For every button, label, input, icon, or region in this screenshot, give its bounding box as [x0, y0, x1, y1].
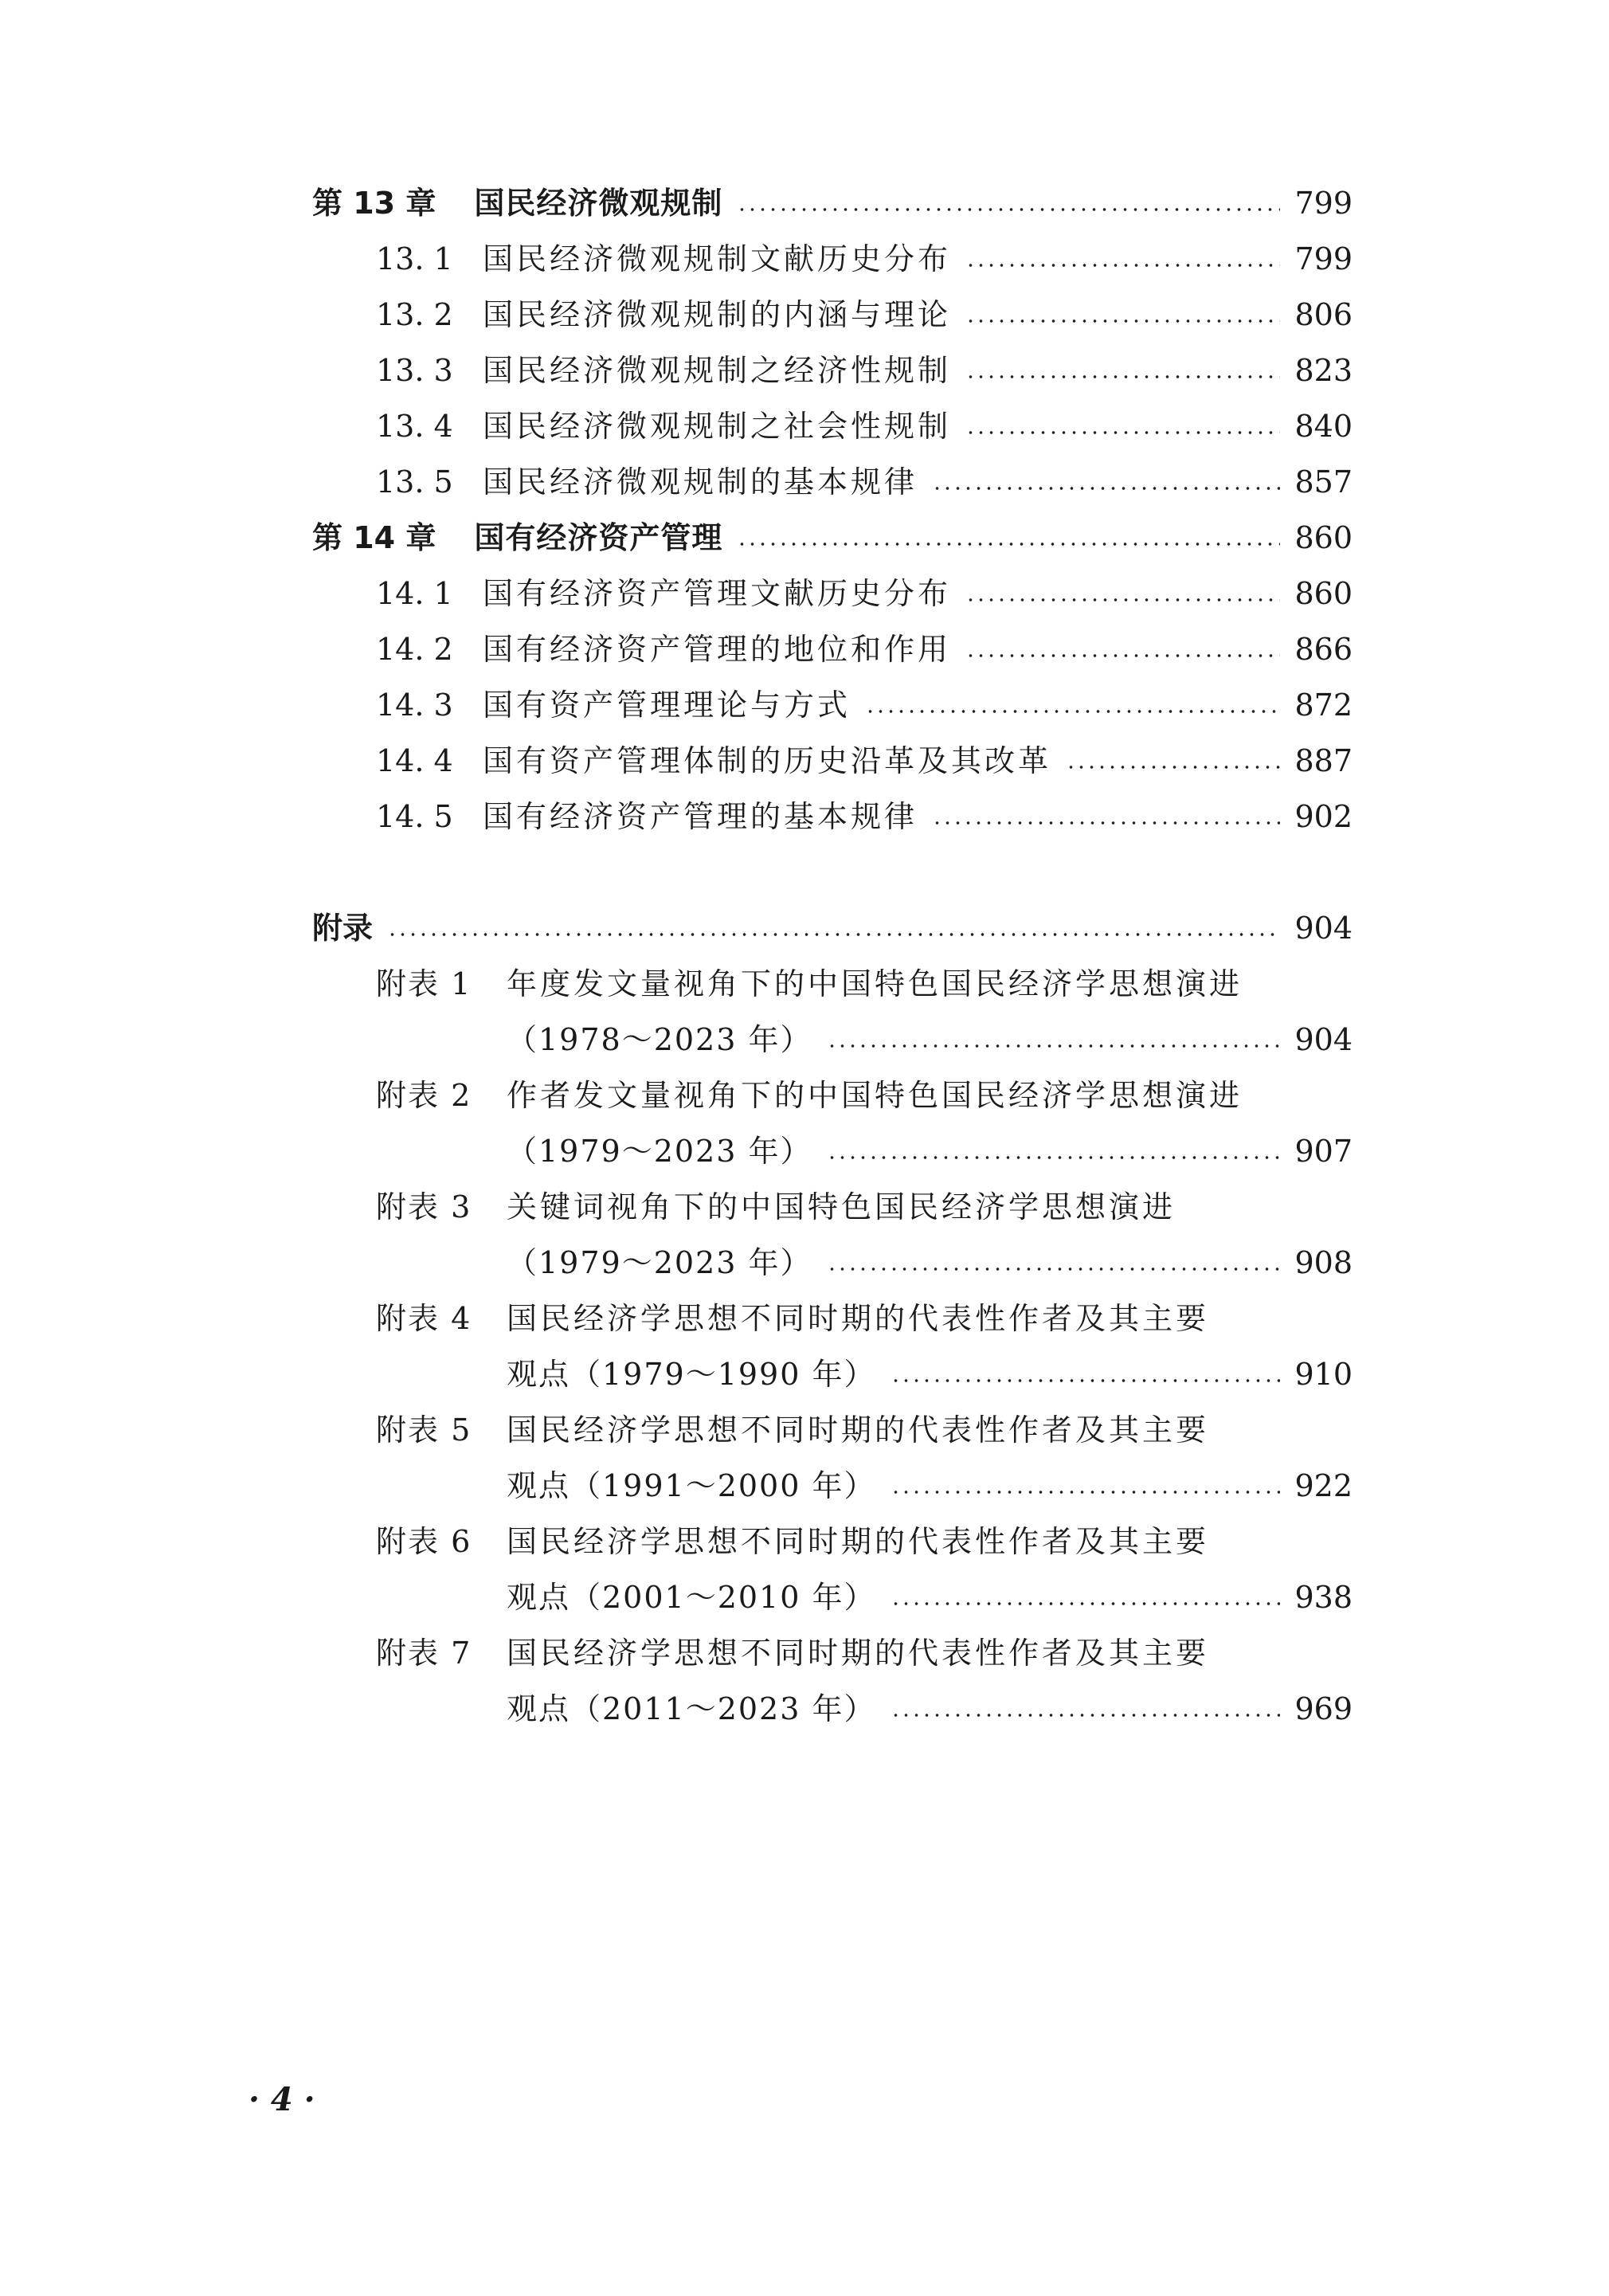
- appendix-table-2-entry[interactable]: [312, 1068, 1353, 1179]
- dot-leader: [965, 430, 1280, 435]
- section-13-1-entry[interactable]: [312, 231, 1353, 287]
- appendix-item-subtitle: 观点（1991～2000 年）: [507, 1468, 876, 1503]
- section-number: 13. 3: [376, 353, 453, 388]
- dot-leader: [737, 207, 1280, 212]
- page-number: 887: [1294, 743, 1353, 778]
- appendix-item-subtitle: （1978～2023 年）: [507, 1022, 812, 1057]
- dot-leader: [1066, 765, 1280, 770]
- appendix-label: 附表 2: [376, 1078, 472, 1113]
- section-14-5-entry[interactable]: [312, 789, 1353, 844]
- page-number: 908: [1294, 1245, 1353, 1280]
- section-title: 国民经济微观规制之社会性规制: [483, 409, 952, 444]
- appendix-title: 附录: [312, 911, 374, 946]
- chapter-number: 第 14 章: [312, 520, 437, 555]
- appendix-item-title: 国民经济学思想不同时期的代表性作者及其主要: [507, 1301, 1210, 1336]
- page-number: 922: [1294, 1468, 1353, 1503]
- page-number: 904: [1294, 911, 1353, 946]
- appendix-item-subtitle: 观点（1979～1990 年）: [507, 1357, 876, 1392]
- folio-page-number: · 4 ·: [249, 2081, 315, 2118]
- page-number: 860: [1294, 520, 1353, 555]
- section-number: 13. 2: [376, 297, 453, 332]
- appendix-item-subtitle: （1979～2023 年）: [507, 1245, 812, 1280]
- appendix-item-subtitle: 观点（2001～2010 年）: [507, 1580, 876, 1615]
- appendix-table-5-entry[interactable]: [312, 1402, 1353, 1514]
- section-14-3-entry[interactable]: [312, 677, 1353, 733]
- section-14-4-entry[interactable]: [312, 733, 1353, 789]
- appendix-label: 附表 1: [376, 966, 472, 1001]
- section-title: 国民经济微观规制的内涵与理论: [483, 297, 952, 332]
- section-title: 国民经济微观规制的基本规律: [483, 464, 918, 500]
- appendix-table-1-entry[interactable]: [312, 956, 1353, 1068]
- section-title: 国有经济资产管理文献历史分布: [483, 576, 952, 611]
- section-13-2-entry[interactable]: [312, 287, 1353, 343]
- page-number: 860: [1294, 576, 1353, 611]
- page-number: 969: [1294, 1691, 1353, 1726]
- section-14-1-entry[interactable]: [312, 566, 1353, 621]
- dot-leader: [965, 263, 1280, 268]
- chapter-13-entry[interactable]: [312, 175, 1353, 231]
- dot-leader: [737, 542, 1280, 547]
- page-number: 872: [1294, 688, 1353, 723]
- dot-leader: [965, 598, 1280, 602]
- page-number: 902: [1294, 799, 1353, 834]
- section-number: 13. 5: [376, 464, 453, 500]
- page-number: 910: [1294, 1357, 1353, 1392]
- appendix-label: 附表 5: [376, 1412, 472, 1448]
- section-number: 14. 1: [376, 576, 453, 611]
- page-number: 799: [1294, 186, 1353, 221]
- appendix-item-title: 年度发文量视角下的中国特色国民经济学思想演进: [507, 966, 1243, 1001]
- appendix-item-title: 国民经济学思想不同时期的代表性作者及其主要: [507, 1636, 1210, 1671]
- section-title: 国有经济资产管理的地位和作用: [483, 632, 952, 667]
- dot-leader: [932, 486, 1280, 491]
- table-of-contents: [312, 175, 1353, 1737]
- dot-leader: [891, 1713, 1281, 1718]
- appendix-label: 附表 4: [376, 1301, 472, 1336]
- chapter-number: 第 13 章: [312, 186, 437, 221]
- dot-leader: [965, 653, 1280, 658]
- section-13-3-entry[interactable]: [312, 343, 1353, 398]
- page-number: 938: [1294, 1580, 1353, 1615]
- dot-leader: [827, 1267, 1281, 1271]
- section-number: 13. 4: [376, 409, 453, 444]
- appendix-table-7-entry[interactable]: [312, 1625, 1353, 1737]
- section-13-5-entry[interactable]: [312, 454, 1353, 510]
- chapter-14-entry[interactable]: [312, 510, 1353, 566]
- appendix-entry[interactable]: [312, 900, 1353, 956]
- appendix-item-subtitle: （1979～2023 年）: [507, 1134, 812, 1169]
- section-14-2-entry[interactable]: [312, 621, 1353, 677]
- section-13-4-entry[interactable]: [312, 398, 1353, 454]
- chapter-title: 国民经济微观规制: [474, 186, 723, 221]
- chapter-title: 国有经济资产管理: [474, 520, 723, 555]
- appendix-table-3-entry[interactable]: [312, 1179, 1353, 1291]
- spacer: [312, 844, 1353, 900]
- appendix-label: 附表 3: [376, 1189, 472, 1224]
- appendix-table-4-entry[interactable]: [312, 1291, 1353, 1402]
- section-number: 13. 1: [376, 241, 453, 276]
- appendix-label: 附表 6: [376, 1524, 472, 1559]
- dot-leader: [891, 1490, 1281, 1495]
- dot-leader: [932, 821, 1280, 825]
- page-number: 823: [1294, 353, 1353, 388]
- page-number: 840: [1294, 409, 1353, 444]
- page-number: 904: [1294, 1022, 1353, 1057]
- dot-leader: [387, 932, 1280, 937]
- section-title: 国有经济资产管理的基本规律: [483, 799, 918, 834]
- dot-leader: [891, 1601, 1281, 1606]
- dot-leader: [965, 374, 1280, 379]
- section-title: 国有资产管理理论与方式: [483, 688, 851, 723]
- section-title: 国有资产管理体制的历史沿革及其改革: [483, 743, 1052, 778]
- dot-leader: [827, 1044, 1281, 1048]
- section-number: 14. 5: [376, 799, 453, 834]
- dot-leader: [891, 1378, 1281, 1383]
- appendix-item-title: 国民经济学思想不同时期的代表性作者及其主要: [507, 1524, 1210, 1559]
- dot-leader: [965, 319, 1280, 323]
- page-number: 907: [1294, 1134, 1353, 1169]
- appendix-item-subtitle: 观点（2011～2023 年）: [507, 1691, 876, 1726]
- appendix-item-title: 关键词视角下的中国特色国民经济学思想演进: [507, 1189, 1176, 1224]
- dot-leader: [827, 1155, 1281, 1160]
- section-title: 国民经济微观规制之经济性规制: [483, 353, 952, 388]
- page-number: 799: [1294, 241, 1353, 276]
- section-number: 14. 3: [376, 688, 453, 723]
- appendix-label: 附表 7: [376, 1636, 472, 1671]
- appendix-item-title: 国民经济学思想不同时期的代表性作者及其主要: [507, 1412, 1210, 1448]
- appendix-item-title: 作者发文量视角下的中国特色国民经济学思想演进: [507, 1078, 1243, 1113]
- page-number: 806: [1294, 297, 1353, 332]
- section-title: 国民经济微观规制文献历史分布: [483, 241, 952, 276]
- page-number: 857: [1294, 464, 1353, 500]
- dot-leader: [865, 709, 1280, 714]
- appendix-table-6-entry[interactable]: [312, 1514, 1353, 1625]
- section-number: 14. 4: [376, 743, 453, 778]
- section-number: 14. 2: [376, 632, 453, 667]
- page-number: 866: [1294, 632, 1353, 667]
